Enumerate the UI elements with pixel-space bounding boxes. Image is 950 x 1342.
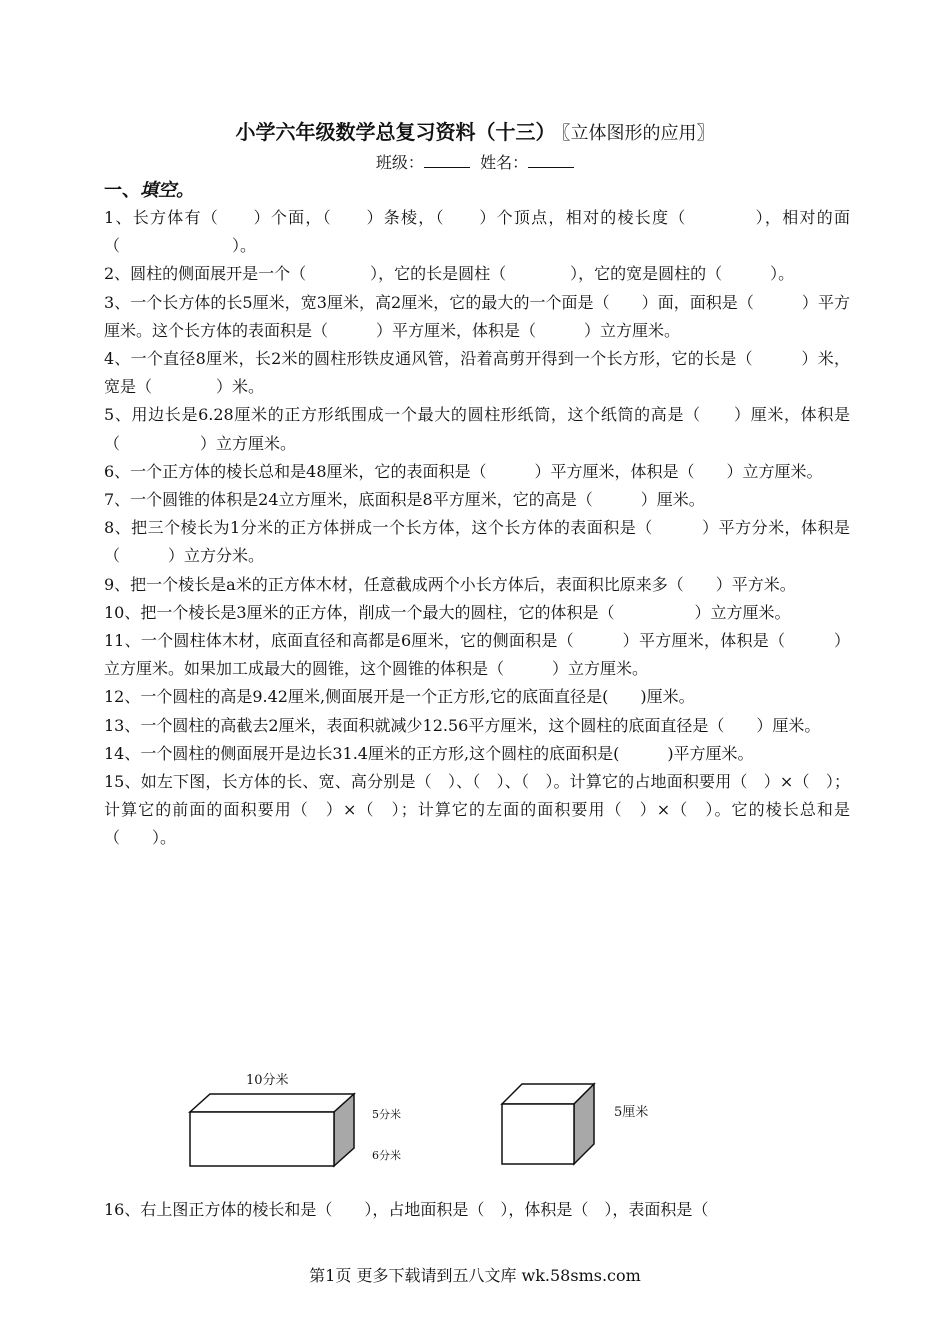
page-footer: 第1页 更多下载请到五八文库 wk.58sms.com <box>309 1266 641 1285</box>
title-subtitle: 〖立体图形的应用〗 <box>561 123 715 144</box>
question-2: 2、圆柱的侧面展开是一个（ ），它的长是圆柱（ ），它的宽是圆柱的（ ）。 <box>104 264 795 284</box>
name-blank <box>528 153 574 168</box>
cuboid-length-label: 10分米 <box>246 1073 289 1088</box>
class-blank <box>424 153 470 168</box>
question-8: 8、把三个棱长为1分米的正方体拼成一个长方体，这个长方体的表面积是（ ）平方分米，体积是（ ）立方分米。 <box>104 518 850 566</box>
question-9: 9、把一个棱长是a米的正方体木材，任意截成两个小长方体后，表面积比原来多（ ）平方米。 <box>104 574 796 594</box>
class-label: 班级： <box>375 153 424 172</box>
question-14: 14、一个圆柱的侧面展开是边长31.4厘米的正方形,这个圆柱的底面积是( )平方厘米。 <box>104 743 754 763</box>
question-12: 12、一个圆柱的高是9.42厘米,侧面展开是一个正方形,它的底面直径是( )厘米。 <box>104 687 695 707</box>
question-10: 10、把一个棱长是3厘米的正方体，削成一个最大的圆柱，它的体积是（ ）立方厘米。 <box>104 602 791 622</box>
section-title: 填空。 <box>140 180 194 201</box>
section-heading <box>104 176 194 202</box>
student-info <box>0 150 950 173</box>
figures <box>0 1062 950 1182</box>
section-number: 一、 <box>104 180 140 201</box>
question-16: 16、右上图正方体的棱长和是（ ），占地面积是（ ），体积是（ ），表面积是（ <box>104 1200 709 1219</box>
question-13: 13、一个圆柱的高截去2厘米，表面积就减少12.56平方厘米，这个圆柱的底面直径是（ ）厘米。 <box>104 715 821 735</box>
question-1: 1、长方体有（ ）个面，（ ）条棱，（ ）个顶点，相对的棱长度（ ），相对的面（ ）。 <box>104 208 850 256</box>
question-6: 6、一个正方体的棱长总和是48厘米，它的表面积是（ ）平方厘米，体积是（ ）立方厘米。 <box>104 461 823 481</box>
question-7: 7、一个圆锥的体积是24立方厘米，底面积是8平方厘米，它的高是（ ）厘米。 <box>104 490 705 510</box>
question-5: 5、用边长是6.28厘米的正方形纸围成一个最大的圆柱形纸筒，这个纸筒的高是（ ）厘米，体积是（ ）立方厘米。 <box>104 405 850 453</box>
cube-edge-label: 5厘米 <box>614 1105 649 1120</box>
question-list <box>104 204 850 853</box>
question-11: 11、一个圆柱体木材，底面直径和高都是6厘米，它的侧面积是（ ）平方厘米，体积是（ ）立方厘米。如果加工成最大的圆锥，这个圆锥的体积是（ ）立方厘米。 <box>104 631 850 679</box>
cuboid-figure <box>190 1072 401 1166</box>
question-3: 3、一个长方体的长5厘米，宽3厘米，高2厘米，它的最大的一个面是（ ）面，面积是（ ）平方厘米。这个长方体的表面积是（ ）平方厘米，体积是（ ）立方厘米。 <box>104 292 850 340</box>
cuboid-width-label: 6分米 <box>372 1149 401 1162</box>
question-4: 4、一个直径8厘米，长2米的圆柱形铁皮通风管，沿着高剪开得到一个长方形，它的长是（ ）米，宽是（ ）米。 <box>104 349 850 397</box>
title-main: 小学六年级数学总复习资料（十三） <box>235 120 556 144</box>
cuboid-height-label: 5分米 <box>372 1108 401 1121</box>
name-label: 姓名： <box>480 153 529 172</box>
page-title <box>0 116 950 145</box>
question-15: 15、如左下图，长方体的长、宽、高分别是（ ）、（ ）、（ ）。计算它的占地面积要用（ ）×（ ）；计算它的前面的面积要用（ ）×（ ）；计算它的左面的面积要用（ ）×（ ）。它的棱长总和是（ ）。 <box>104 772 850 848</box>
cube-figure <box>502 1084 648 1164</box>
